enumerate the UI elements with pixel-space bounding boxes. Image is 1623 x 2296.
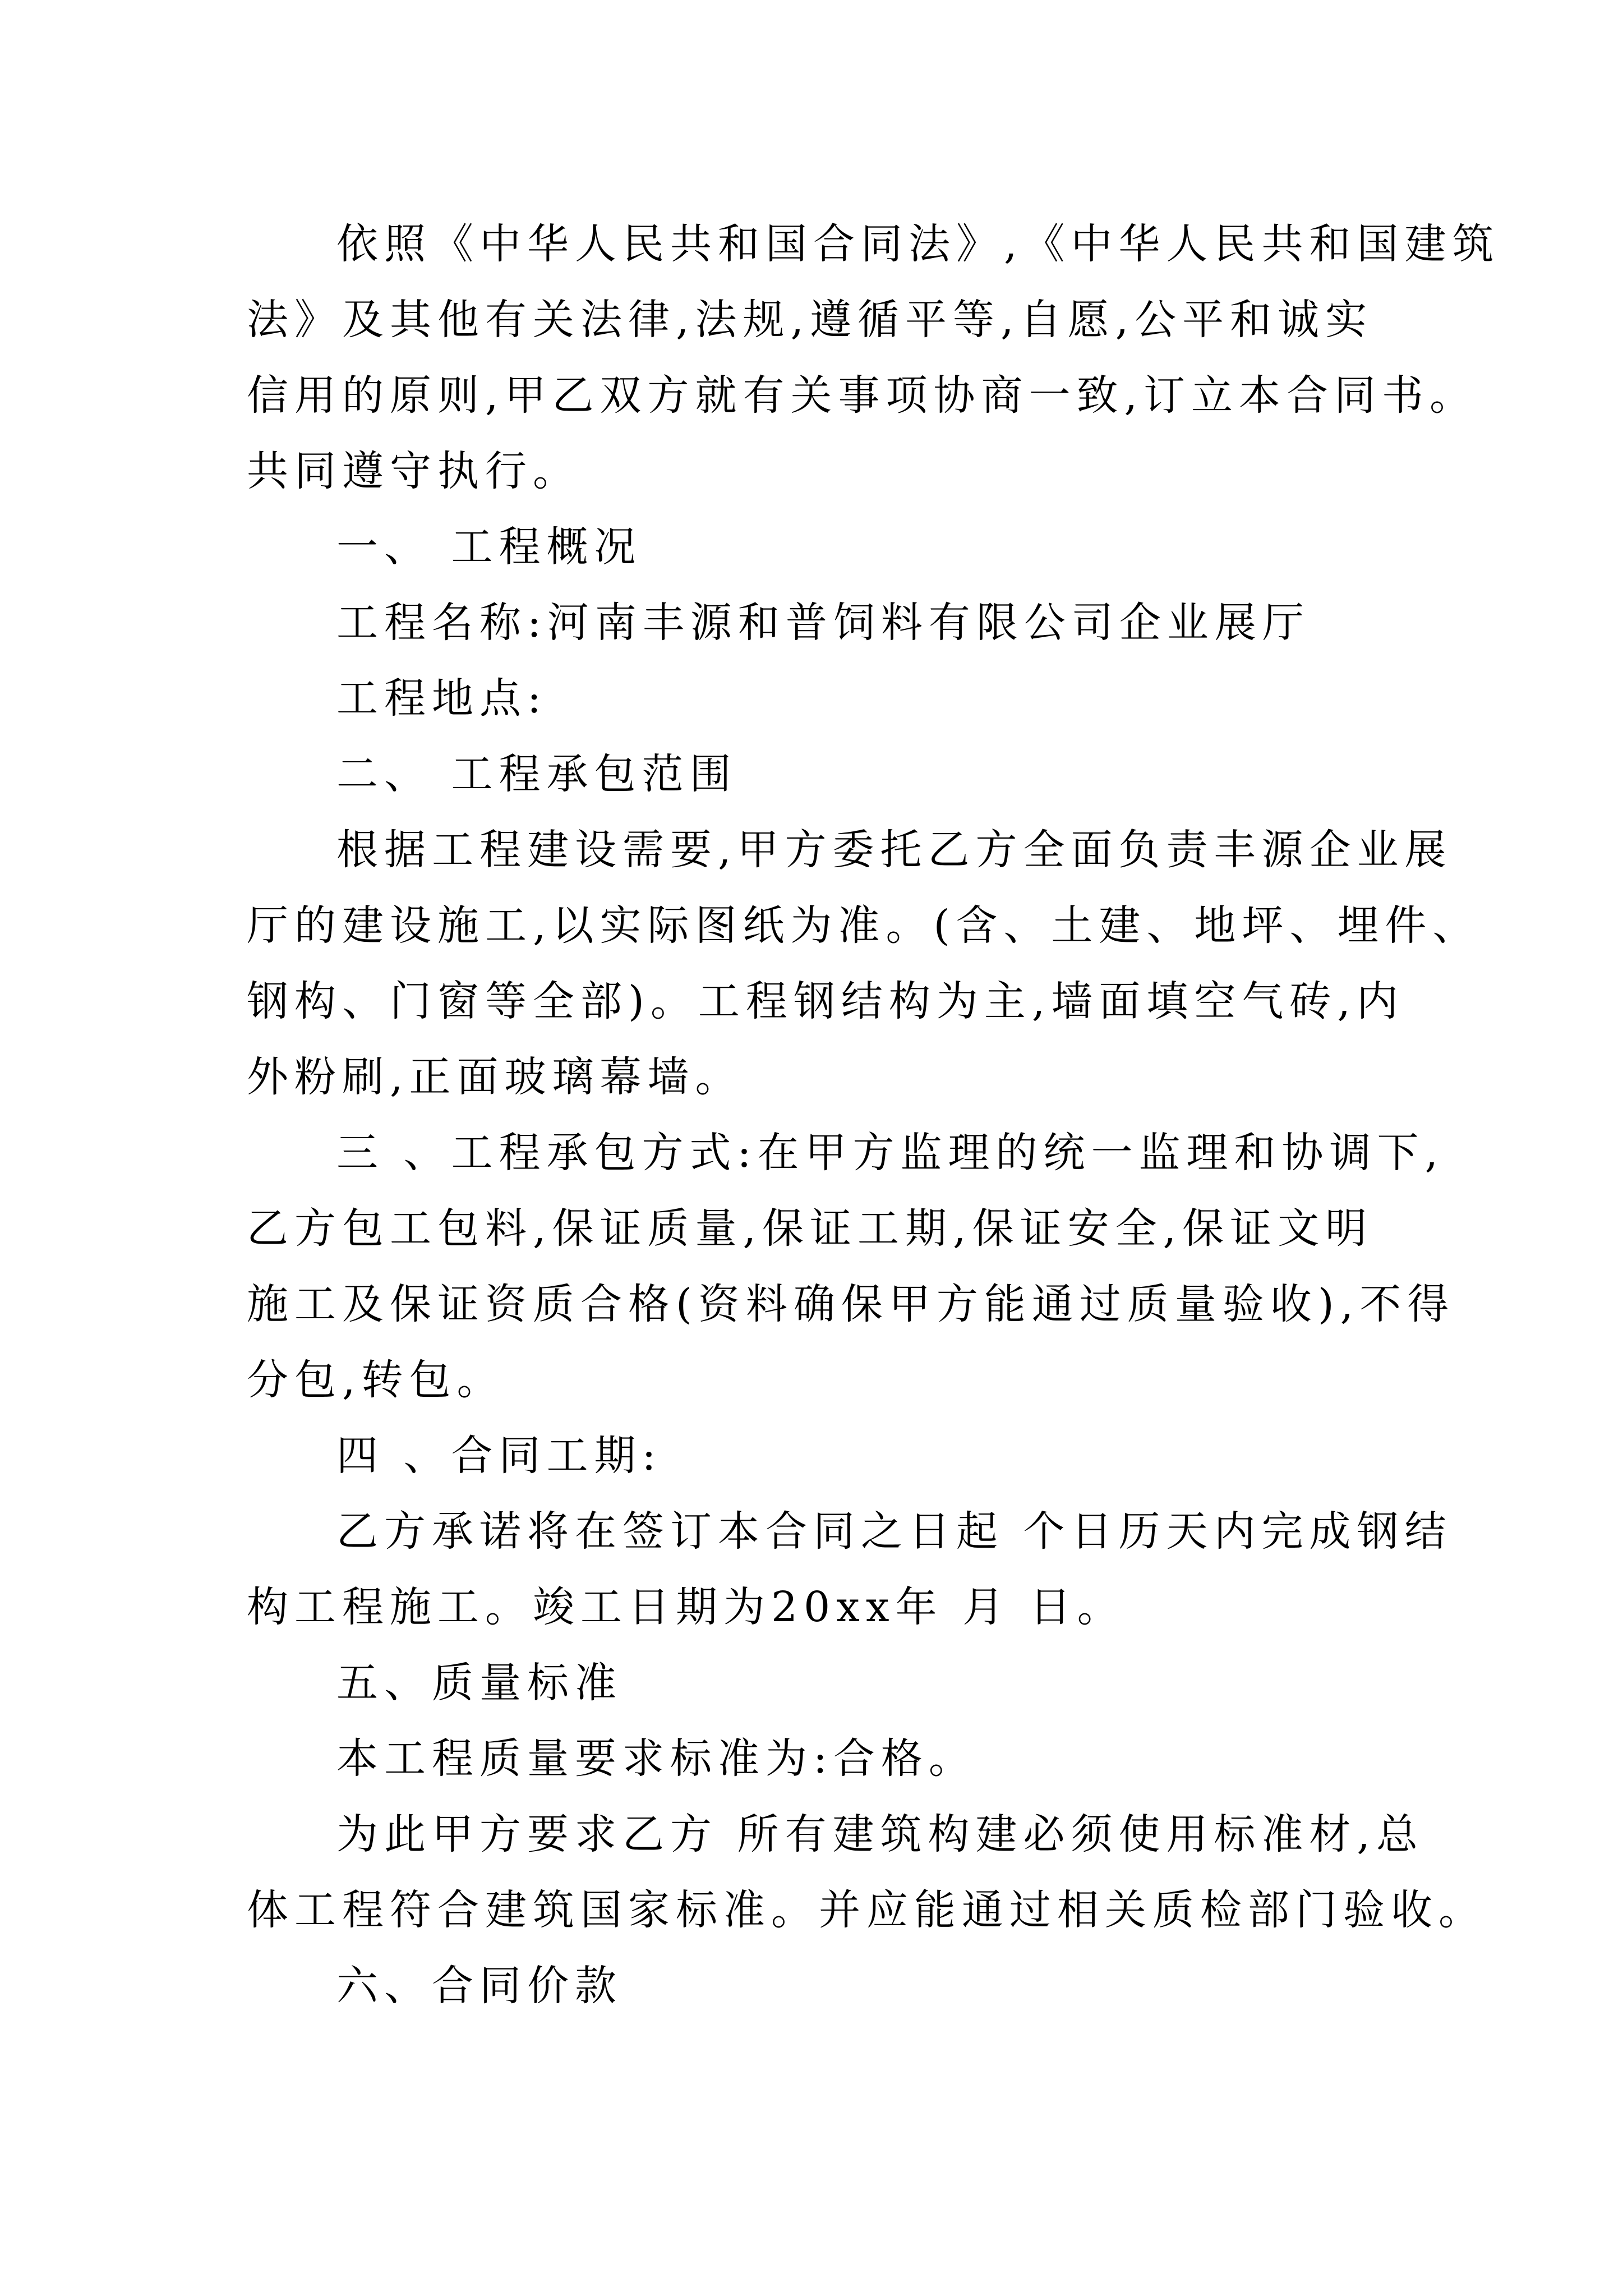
section-heading-4: 四 、合同工期:	[336, 1432, 662, 1480]
paragraph-scope-line-2: 厅的建设施工,以实际图纸为准。(含、土建、地坪、埋件、	[247, 901, 1481, 950]
project-location-line: 工程地点:	[336, 674, 547, 723]
section-heading-5: 五、质量标准	[336, 1659, 623, 1707]
paragraph-preamble-line-1: 依照《中华人民共和国合同法》,《中华人民共和国建筑	[336, 220, 1500, 268]
quality-standard-line: 本工程质量要求标准为:合格。	[336, 1734, 976, 1783]
project-name-line: 工程名称:河南丰源和普饲料有限公司企业展厅	[336, 599, 1310, 647]
section-3-line-1: 三 、工程承包方式:在甲方监理的统一监理和协调下,	[336, 1129, 1444, 1177]
paragraph-quality-line-1: 为此甲方要求乙方 所有建筑构建必须使用标准材,总	[336, 1810, 1424, 1858]
paragraph-preamble-line-4: 共同遵守执行。	[247, 447, 580, 495]
section-heading-1: 一、 工程概况	[336, 523, 642, 571]
section-3-line-2: 乙方包工包料,保证质量,保证工期,保证安全,保证文明	[247, 1204, 1373, 1253]
paragraph-scope-line-4: 外粉刷,正面玻璃幕墙。	[247, 1053, 743, 1101]
paragraph-preamble-line-2: 法》及其他有关法律,法规,遵循平等,自愿,公平和诚实	[247, 296, 1373, 344]
paragraph-duration-line-1: 乙方承诺将在签订本合同之日起 个日历天内完成钢结	[336, 1507, 1453, 1556]
section-3-line-3: 施工及保证资质合格(资料确保甲方能通过质量验收),不得	[247, 1280, 1455, 1328]
paragraph-scope-line-3: 钢构、门窗等全部)。工程钢结构为主,墙面填空气砖,内	[247, 977, 1404, 1025]
paragraph-scope-line-1: 根据工程建设需要,甲方委托乙方全面负责丰源企业展	[336, 826, 1453, 874]
paragraph-duration-line-2: 构工程施工。竣工日期为20xx年 月 日。	[247, 1583, 1125, 1631]
section-heading-6: 六、合同价款	[336, 1962, 623, 2010]
paragraph-quality-line-2: 体工程符合建筑国家标准。并应能通过相关质检部门验收。	[247, 1886, 1486, 1934]
section-3-line-4: 分包,转包。	[247, 1356, 505, 1404]
paragraph-preamble-line-3: 信用的原则,甲乙双方就有关事项协商一致,订立本合同书。	[247, 371, 1478, 420]
section-heading-2: 二、 工程承包范围	[336, 750, 737, 798]
